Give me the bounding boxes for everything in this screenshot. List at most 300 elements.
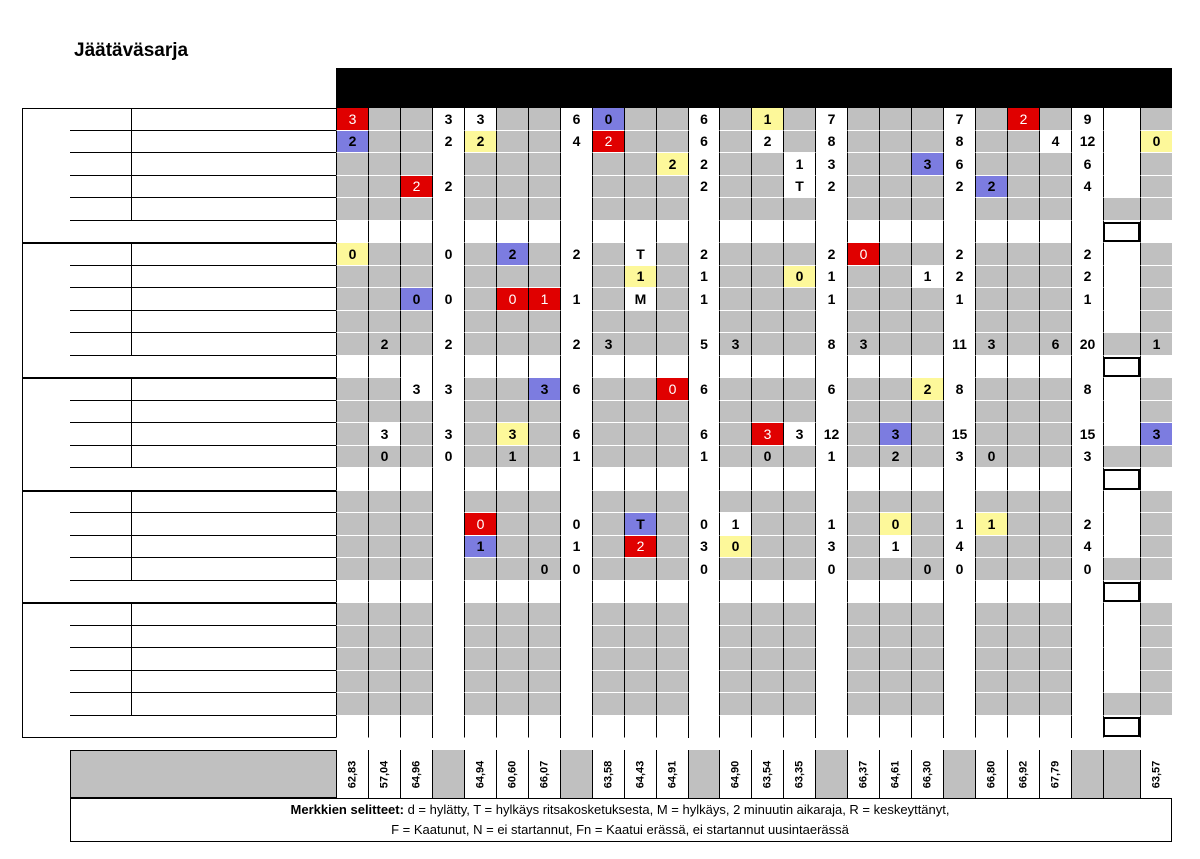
sija-cell	[1103, 288, 1140, 311]
heat-cell	[496, 491, 528, 514]
heat-cell	[911, 356, 943, 379]
rider-number	[70, 108, 132, 131]
heat-cell: 2	[496, 243, 528, 266]
team-total-label	[70, 221, 336, 244]
heat-cell	[975, 491, 1007, 514]
heat-cell	[1039, 108, 1071, 131]
heat-cell	[528, 401, 560, 424]
team-total-y5	[943, 716, 975, 739]
heat-cell	[783, 603, 815, 626]
rider-number	[70, 693, 132, 716]
yht-cell: 1	[815, 266, 847, 289]
heat-cell: 1	[624, 266, 656, 289]
heat-cell	[1140, 311, 1172, 334]
sija-cell	[1103, 693, 1140, 716]
heat-cell	[1140, 468, 1172, 491]
heat-cell	[847, 176, 879, 199]
heat-cell	[1140, 378, 1172, 401]
heat-cell: 6	[1039, 333, 1071, 356]
heat-cell	[847, 671, 879, 694]
heat-cell	[1039, 153, 1071, 176]
heat-cell	[847, 108, 879, 131]
legend	[70, 800, 1170, 842]
heat-cell	[656, 198, 688, 221]
yht-cell	[943, 626, 975, 649]
rider-number	[70, 131, 132, 154]
heat-cell	[751, 288, 783, 311]
heat-cell	[496, 221, 528, 244]
heat-cell	[592, 221, 624, 244]
heat-cell	[847, 491, 879, 514]
heat-cell	[336, 446, 368, 469]
heat-cell	[592, 491, 624, 514]
heat-cell	[751, 671, 783, 694]
yht-cell	[432, 626, 464, 649]
heat-cell	[751, 626, 783, 649]
heat-cell	[368, 468, 400, 491]
heat-cell: 0	[783, 266, 815, 289]
heat-cell	[656, 221, 688, 244]
heat-cell	[751, 243, 783, 266]
heat-cell	[624, 176, 656, 199]
yht-cell: 6	[560, 108, 592, 131]
heat-cell	[1039, 626, 1071, 649]
team-total-y2	[560, 581, 592, 604]
heat-cell	[1007, 468, 1039, 491]
yht-cell	[1071, 198, 1103, 221]
team-name	[26, 603, 66, 738]
heat-cell	[528, 108, 560, 131]
heat-cell	[592, 311, 624, 334]
heat-cell	[336, 468, 368, 491]
heat-cell	[911, 693, 943, 716]
heat-cell	[1007, 131, 1039, 154]
heat-cell	[719, 401, 751, 424]
heat-cell	[496, 468, 528, 491]
legend-label: Merkkien selitteet:	[290, 802, 404, 817]
yht-cell	[560, 648, 592, 671]
heat-cell: 1	[911, 266, 943, 289]
heat-cell: 3	[911, 153, 943, 176]
heat-cell	[464, 176, 496, 199]
rider-name	[132, 446, 336, 469]
heat-cell	[751, 558, 783, 581]
heat-cell	[911, 626, 943, 649]
heat-cell	[464, 423, 496, 446]
aika-cell	[783, 750, 815, 798]
heat-cell	[1007, 153, 1039, 176]
heat-cell	[847, 401, 879, 424]
rider-number	[70, 536, 132, 559]
heat-cell	[975, 671, 1007, 694]
heat-cell	[592, 198, 624, 221]
heat-cell	[751, 378, 783, 401]
heat-cell	[528, 716, 560, 739]
aika-value: 63,54	[761, 760, 773, 788]
sija-cell	[1103, 491, 1140, 514]
heat-cell	[975, 581, 1007, 604]
yht-cell	[560, 671, 592, 694]
heat-cell	[656, 581, 688, 604]
yht-cell: 3	[815, 536, 847, 559]
heat-cell	[656, 648, 688, 671]
heat-cell	[336, 671, 368, 694]
heat-cell	[1140, 558, 1172, 581]
yht-cell: 1	[688, 446, 719, 469]
heat-cell	[336, 356, 368, 379]
yht-cell	[560, 198, 592, 221]
yht-cell	[560, 693, 592, 716]
rider-name	[132, 198, 336, 221]
heat-cell	[624, 491, 656, 514]
yht-cell	[1071, 671, 1103, 694]
column-header-3	[400, 88, 432, 108]
heat-cell	[719, 626, 751, 649]
heat-cell	[719, 378, 751, 401]
heat-cell	[496, 693, 528, 716]
yht-cell: 6	[688, 131, 719, 154]
heat-cell	[879, 378, 911, 401]
heat-cell	[496, 198, 528, 221]
heat-cell	[528, 311, 560, 334]
heat-cell	[783, 108, 815, 131]
yht-cell	[815, 603, 847, 626]
heat-cell	[1007, 671, 1039, 694]
heat-cell: 2	[1007, 108, 1039, 131]
heat-cell	[1039, 311, 1071, 334]
heat-cell	[656, 288, 688, 311]
yht-cell: 4	[1071, 536, 1103, 559]
heat-cell	[496, 648, 528, 671]
aika-value: 66,92	[1017, 760, 1029, 788]
yht-cell	[432, 153, 464, 176]
heat-cell	[496, 153, 528, 176]
heat-cell	[911, 468, 943, 491]
heat-cell	[879, 198, 911, 221]
heat-cell: 1	[751, 108, 783, 131]
heat-cell	[528, 626, 560, 649]
team-total-y1	[432, 581, 464, 604]
heat-cell	[336, 221, 368, 244]
heat-cell: 3	[496, 423, 528, 446]
rider-name	[132, 423, 336, 446]
heat-cell	[847, 693, 879, 716]
heat-cell	[783, 491, 815, 514]
heat-cell	[911, 648, 943, 671]
heat-cell	[592, 468, 624, 491]
rider-name	[132, 693, 336, 716]
heat-cell	[336, 423, 368, 446]
heat-cell	[464, 693, 496, 716]
heat-cell	[400, 491, 432, 514]
heat-cell	[368, 378, 400, 401]
heat-cell	[336, 401, 368, 424]
heat-cell	[368, 131, 400, 154]
heat-cell	[400, 333, 432, 356]
heat-cell	[464, 243, 496, 266]
heat-cell	[592, 558, 624, 581]
team-total-y4	[815, 716, 847, 739]
heat-cell	[624, 378, 656, 401]
header-yht	[1071, 68, 1103, 88]
heat-cell	[879, 491, 911, 514]
aika-cell	[751, 750, 783, 798]
heat-cell	[975, 378, 1007, 401]
heat-cell	[751, 221, 783, 244]
team-total-y5	[943, 356, 975, 379]
heat-cell: 2	[464, 131, 496, 154]
yht-cell: 6	[688, 423, 719, 446]
aika-value: 62,83	[346, 760, 358, 788]
heat-cell: 3	[751, 423, 783, 446]
heat-cell	[1140, 513, 1172, 536]
heat-cell	[911, 243, 943, 266]
sija-cell	[1103, 311, 1140, 334]
heat-cell: 2	[911, 378, 943, 401]
yht-cell: 0	[688, 513, 719, 536]
heat-cell	[1140, 198, 1172, 221]
yht-cell: 2	[943, 266, 975, 289]
heat-cell	[1039, 288, 1071, 311]
heat-cell	[847, 626, 879, 649]
heat-cell	[528, 198, 560, 221]
aika-value: 63,57	[1150, 760, 1162, 788]
heat-cell: 3	[464, 108, 496, 131]
heat-cell	[719, 581, 751, 604]
rider-number	[70, 176, 132, 199]
heat-cell: 1	[719, 513, 751, 536]
heat-cell	[624, 356, 656, 379]
yht-cell	[943, 603, 975, 626]
heat-cell	[879, 266, 911, 289]
team-rank	[1103, 582, 1140, 603]
aika-value: 57,04	[378, 760, 390, 788]
heat-cell	[368, 693, 400, 716]
heat-cell	[1039, 581, 1071, 604]
team-total-y4	[815, 356, 847, 379]
heat-cell	[592, 153, 624, 176]
heat-cell	[656, 468, 688, 491]
yht-cell: 1	[560, 288, 592, 311]
heat-cell	[592, 536, 624, 559]
aika-cell	[368, 750, 400, 798]
heat-cell	[719, 491, 751, 514]
heat-cell	[1039, 491, 1071, 514]
aika-cell	[592, 750, 624, 798]
aika-cell	[1103, 750, 1140, 798]
aika-cell	[1007, 750, 1039, 798]
heat-cell	[911, 333, 943, 356]
heat-cell	[879, 153, 911, 176]
rider-name	[132, 603, 336, 626]
yht-cell	[560, 491, 592, 514]
yht-cell	[688, 603, 719, 626]
aika-cell	[400, 750, 432, 798]
heat-cell: 0	[975, 446, 1007, 469]
heat-cell	[1007, 423, 1039, 446]
rider-name	[132, 626, 336, 649]
yht-cell: 20	[1071, 333, 1103, 356]
yht-cell: 2	[1071, 266, 1103, 289]
team-total-y3	[688, 221, 719, 244]
heat-cell	[400, 446, 432, 469]
heat-cell	[656, 266, 688, 289]
team-total-y1	[432, 468, 464, 491]
heat-cell	[336, 558, 368, 581]
header-numero	[70, 88, 132, 108]
column-header-6	[528, 88, 560, 108]
heat-cell	[847, 266, 879, 289]
heat-cell	[719, 221, 751, 244]
team-total-y6	[1071, 356, 1103, 379]
rider-number	[70, 423, 132, 446]
sija-cell	[1103, 131, 1140, 154]
rider-name	[132, 401, 336, 424]
heat-cell	[1007, 266, 1039, 289]
heat-cell	[1007, 558, 1039, 581]
heat-cell	[783, 648, 815, 671]
yht-cell	[943, 491, 975, 514]
yht-cell: 2	[815, 176, 847, 199]
heat-cell	[496, 333, 528, 356]
aika-cell	[1071, 750, 1103, 798]
aika-cell	[1140, 750, 1172, 798]
heat-cell	[783, 131, 815, 154]
heat-cell: 2	[336, 131, 368, 154]
heat-cell	[400, 626, 432, 649]
yht-cell: 7	[815, 108, 847, 131]
heat-cell	[975, 558, 1007, 581]
heat-cell	[464, 581, 496, 604]
team-total-label	[70, 581, 336, 604]
yht-cell: 2	[943, 176, 975, 199]
heat-cell	[783, 288, 815, 311]
heat-cell	[528, 176, 560, 199]
heat-cell	[847, 468, 879, 491]
heat-cell	[911, 536, 943, 559]
team-name	[26, 243, 66, 378]
yht-cell: 0	[1071, 558, 1103, 581]
heat-cell	[1007, 446, 1039, 469]
yht-cell	[943, 648, 975, 671]
heat-cell	[656, 446, 688, 469]
column-header-13	[847, 88, 879, 108]
heat-cell	[336, 716, 368, 739]
column-header-f	[1039, 88, 1071, 108]
team-total-y5	[943, 581, 975, 604]
sija-cell	[1103, 108, 1140, 131]
heat-cell	[911, 513, 943, 536]
heat-cell: T	[624, 513, 656, 536]
heat-cell	[624, 131, 656, 154]
heat-cell	[911, 198, 943, 221]
column-header-4	[464, 88, 496, 108]
heat-cell	[464, 558, 496, 581]
aika-cell	[464, 750, 496, 798]
yht-cell: 2	[688, 243, 719, 266]
heat-cell	[400, 221, 432, 244]
yht-cell: 6	[560, 423, 592, 446]
heat-cell	[528, 356, 560, 379]
sija-cell	[1103, 153, 1140, 176]
heat-cell: 0	[656, 378, 688, 401]
heat-cell	[496, 266, 528, 289]
heat-cell	[1007, 581, 1039, 604]
heat-cell	[719, 603, 751, 626]
heat-cell	[783, 401, 815, 424]
heat-cell	[975, 626, 1007, 649]
heat-cell	[400, 243, 432, 266]
yht-cell: 1	[943, 288, 975, 311]
yht-cell: 8	[815, 131, 847, 154]
heat-cell	[656, 626, 688, 649]
heat-cell	[719, 446, 751, 469]
yht-cell	[432, 693, 464, 716]
yht-cell: 2	[432, 333, 464, 356]
heat-cell	[464, 198, 496, 221]
heat-cell	[751, 536, 783, 559]
heat-cell	[464, 288, 496, 311]
yht-cell	[1071, 626, 1103, 649]
yht-cell: 5	[688, 333, 719, 356]
yht-cell: 1	[560, 446, 592, 469]
heat-cell	[528, 603, 560, 626]
heat-cell	[879, 581, 911, 604]
team-rank	[1103, 717, 1140, 738]
yht-cell: 15	[1071, 423, 1103, 446]
heat-cell	[847, 648, 879, 671]
yht-cell: 6	[688, 108, 719, 131]
rider-number	[70, 491, 132, 514]
heat-cell	[464, 153, 496, 176]
heat-cell	[656, 243, 688, 266]
heat-cell	[751, 648, 783, 671]
heat-cell	[656, 131, 688, 154]
rider-number	[70, 446, 132, 469]
heat-cell	[847, 446, 879, 469]
heat-cell	[336, 176, 368, 199]
heat-cell	[751, 333, 783, 356]
heat-cell	[400, 581, 432, 604]
aika-cell	[496, 750, 528, 798]
column-header-12	[783, 88, 815, 108]
heat-cell	[464, 311, 496, 334]
heat-cell	[975, 266, 1007, 289]
heat-cell	[656, 513, 688, 536]
yht-cell	[560, 266, 592, 289]
yht-cell	[943, 311, 975, 334]
yht-cell	[560, 401, 592, 424]
aika-cell	[719, 750, 751, 798]
heat-cell	[975, 311, 1007, 334]
yht-cell	[943, 198, 975, 221]
yht-cell: 4	[1071, 176, 1103, 199]
team-total-y3	[688, 716, 719, 739]
heat-cell	[592, 626, 624, 649]
heat-cell	[847, 423, 879, 446]
heat-cell	[400, 693, 432, 716]
yht-cell: 0	[560, 513, 592, 536]
rider-name	[132, 288, 336, 311]
yht-cell: 8	[943, 378, 975, 401]
rider-name	[132, 266, 336, 289]
heat-cell	[847, 288, 879, 311]
heat-cell	[847, 536, 879, 559]
team-total-y4	[815, 468, 847, 491]
heat-cell	[1039, 671, 1071, 694]
heat-cell	[1007, 333, 1039, 356]
heat-cell	[400, 603, 432, 626]
